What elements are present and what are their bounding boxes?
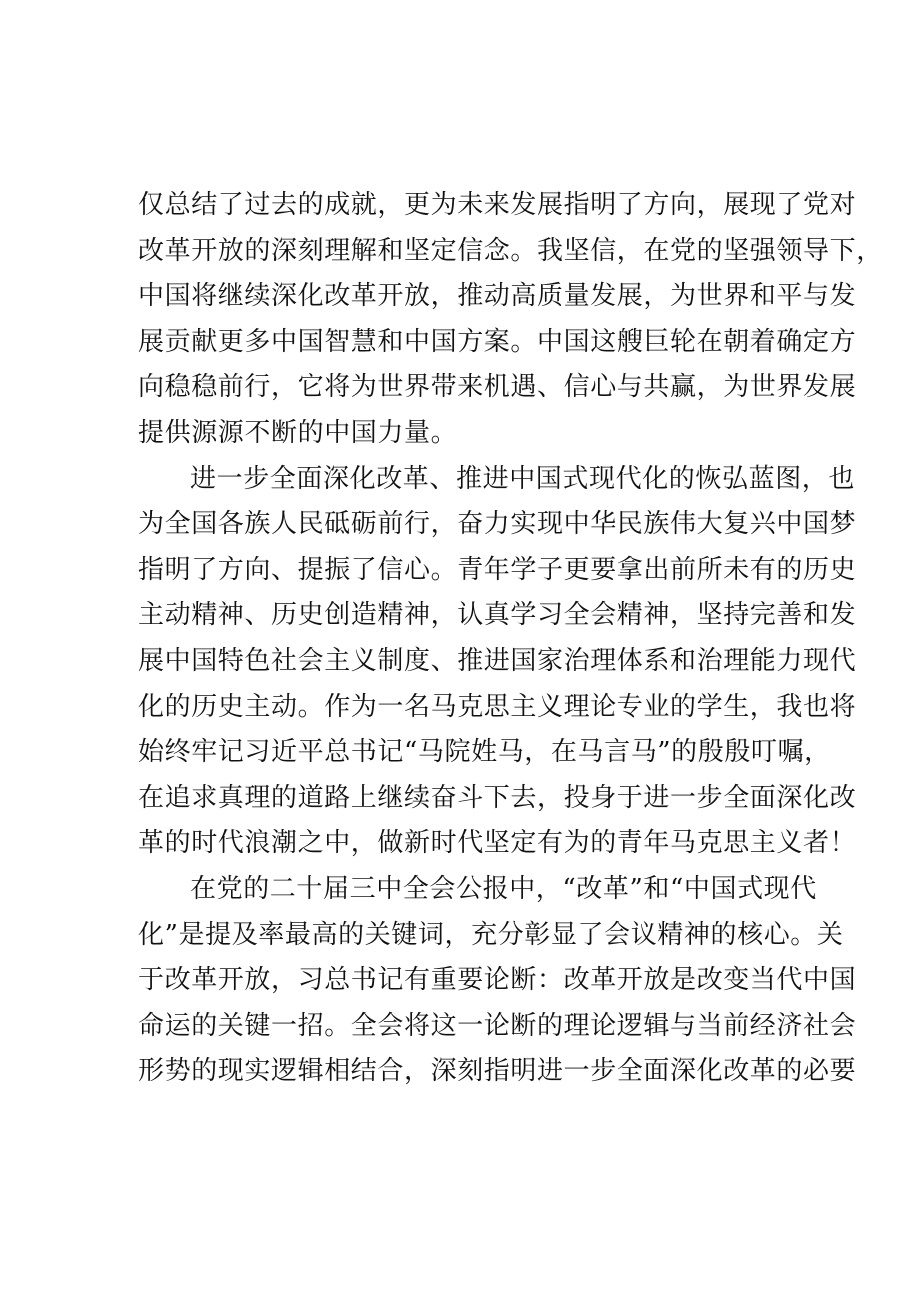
text-line: 为全国各族人民砥砺前行，奋力实现中华民族伟大复兴中国梦 xyxy=(138,509,857,540)
text-line: 展贡献更多中国智慧和中国方案。中国这艘巨轮在朝着确定方 xyxy=(138,326,857,357)
text-line: 革的时代浪潮之中，做新时代坚定有为的青年马克思主义者！ xyxy=(138,828,857,859)
text-line: 化”是提及率最高的关键词，充分彰显了会议精神的核心。关 xyxy=(138,919,844,950)
text-line: 指明了方向、提振了信心。青年学子更要拿出前所未有的历史 xyxy=(138,554,857,585)
text-line: 于改革开放，习总书记有重要论断：改革开放是改变当代中国 xyxy=(138,965,857,996)
text-line: 进一步全面深化改革、推进中国式现代化的恢弘蓝图，也 xyxy=(190,463,856,494)
text-line: 改革开放的深刻理解和坚定信念。我坚信，在党的坚强领导下， xyxy=(138,235,883,266)
paragraph-plenum-communique xyxy=(138,867,857,1095)
paragraph-reform-blueprint xyxy=(138,457,857,867)
text-line: 提供源源不断的中国力量。 xyxy=(138,417,458,448)
document-body xyxy=(138,183,883,1095)
text-line: 中国将继续深化改革开放，推动高质量发展，为世界和平与发 xyxy=(138,281,857,312)
text-line: 命运的关键一招。全会将这一论断的理论逻辑与当前经济社会 xyxy=(138,1010,857,1041)
text-line: 始终牢记习近平总书记“马院姓马，在马言马”的殷殷叮嘱， xyxy=(138,737,831,768)
text-line: 主动精神、历史创造精神，认真学习全会精神，坚持完善和发 xyxy=(138,600,857,631)
text-line: 化的历史主动。作为一名马克思主义理论专业的学生，我也将 xyxy=(138,691,857,722)
text-line: 在追求真理的道路上继续奋斗下去，投身于进一步全面深化改 xyxy=(138,782,857,813)
text-line: 在党的二十届三中全会公报中，“改革”和“中国式现代 xyxy=(190,873,817,904)
text-line: 形势的现实逻辑相结合，深刻指明进一步全面深化改革的必要 xyxy=(138,1056,857,1087)
paragraph-continuation xyxy=(138,183,883,457)
text-line: 向稳稳前行，它将为世界带来机遇、信心与共赢，为世界发展 xyxy=(138,372,857,403)
text-line: 展中国特色社会主义制度、推进国家治理体系和治理能力现代 xyxy=(138,645,857,676)
text-line: 仅总结了过去的成就，更为未来发展指明了方向，展现了党对 xyxy=(138,190,857,220)
